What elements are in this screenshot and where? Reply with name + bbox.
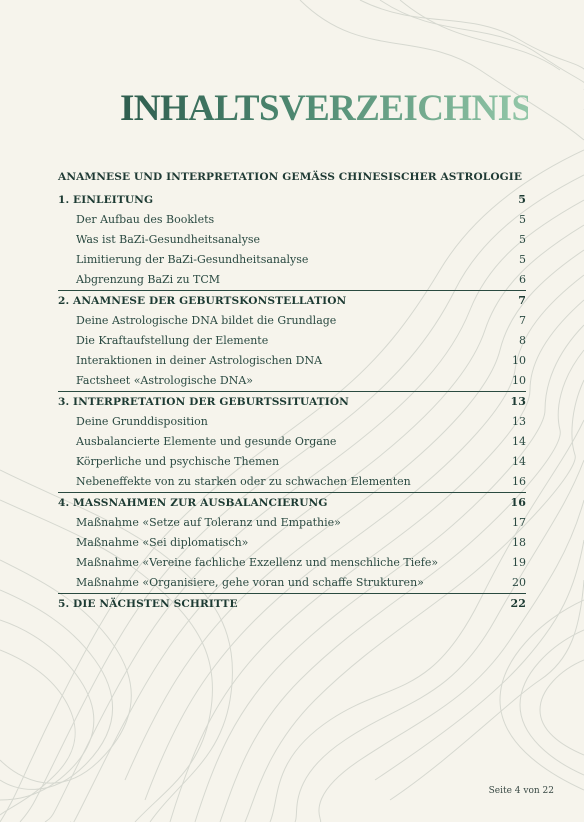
toc-entry-label: Was ist BaZi-Gesundheitsanalyse (76, 233, 261, 246)
toc-entry[interactable] (58, 210, 526, 230)
toc-chapter-title: 4. MASSNAHMEN ZUR AUSBALANCIERUNG (58, 497, 328, 509)
toc-entry-label: Interaktionen in deiner Astrologischen DNA (76, 354, 323, 367)
toc-page-number: 5 (519, 233, 526, 246)
toc-page-number: 10 (512, 374, 526, 387)
toc-chapter[interactable] (58, 492, 526, 513)
toc-page-number: 6 (519, 273, 526, 286)
toc-chapter-title: 5. DIE NÄCHSTEN SCHRITTE (58, 598, 238, 610)
toc-page-number: 8 (519, 334, 526, 347)
toc-page-number: 18 (512, 536, 526, 549)
toc-chapter[interactable] (58, 391, 526, 412)
toc-entry[interactable] (58, 371, 526, 391)
toc-page-number: 13 (510, 395, 526, 408)
toc-page-number: 22 (510, 597, 526, 610)
toc-entry[interactable] (58, 533, 526, 553)
toc-entry[interactable] (58, 412, 526, 432)
toc-chapter[interactable] (58, 290, 526, 311)
toc-chapter[interactable] (58, 593, 526, 614)
toc-chapter[interactable] (58, 190, 526, 210)
toc-entry-label: Die Kraftaufstellung der Elemente (76, 334, 269, 347)
toc-page-number: 13 (512, 415, 526, 428)
toc-entry-label: Maßnahme «Vereine fachliche Exzellenz und menschliche Tiefe» (76, 556, 439, 569)
toc-entry[interactable] (58, 452, 526, 472)
toc-entry-label: Maßnahme «Sei diplomatisch» (76, 536, 249, 549)
toc-page-number: 7 (519, 314, 526, 327)
toc-entry-label: Der Aufbau des Booklets (76, 213, 215, 226)
toc-entry[interactable] (58, 270, 526, 290)
toc-entry[interactable] (58, 553, 526, 573)
toc-entry[interactable] (58, 472, 526, 492)
page-title: INHALTSVERZEICHNIS (120, 87, 532, 129)
toc-entry-label: Factsheet «Astrologische DNA» (76, 374, 254, 387)
toc-entry[interactable] (58, 331, 526, 351)
table-of-contents (58, 168, 526, 614)
toc-chapter-title: 2. ANAMNESE DER GEBURTSKONSTELLATION (58, 295, 347, 307)
toc-entry[interactable] (58, 573, 526, 593)
toc-page-number: 16 (510, 496, 526, 509)
toc-page-number: 19 (512, 556, 526, 569)
toc-page-number: 10 (512, 354, 526, 367)
toc-page-number: 5 (519, 253, 526, 266)
toc-entry-label: Deine Astrologische DNA bildet die Grundlage (76, 314, 337, 327)
toc-entry-label: Maßnahme «Setze auf Toleranz und Empathie» (76, 516, 341, 529)
toc-entry[interactable] (58, 432, 526, 452)
toc-chapter-title: 3. INTERPRETATION DER GEBURTSSITUATION (58, 396, 349, 408)
toc-entry[interactable] (58, 513, 526, 533)
toc-page-number: 16 (512, 475, 526, 488)
toc-entry-label: Abgrenzung BaZi zu TCM (76, 273, 221, 286)
toc-entry-label: Körperliche und psychische Themen (76, 455, 280, 468)
toc-entry-label: Nebeneffekte von zu starken oder zu schwachen Elementen (76, 475, 411, 488)
toc-entry[interactable] (58, 311, 526, 331)
toc-entry-label: Maßnahme «Organisiere, gehe voran und schaffe Strukturen» (76, 576, 424, 589)
toc-entry[interactable] (58, 230, 526, 250)
toc-entry-label: Limitierung der BaZi-Gesundheitsanalyse (76, 253, 309, 266)
toc-heading: ANAMNESE UND INTERPRETATION GEMÄSS CHINESISCHER ASTROLOGIE (58, 171, 523, 183)
toc-entry[interactable] (58, 250, 526, 270)
toc-entry-label: Ausbalancierte Elemente und gesunde Organe (76, 435, 337, 448)
page-footer: Seite 4 von 22 (488, 786, 554, 796)
toc-entry[interactable] (58, 351, 526, 371)
toc-page-number: 14 (512, 455, 526, 468)
toc-page-number: 14 (512, 435, 526, 448)
toc-page-number: 20 (512, 576, 526, 589)
toc-page-number: 5 (519, 213, 526, 226)
toc-entry-label: Deine Grunddisposition (76, 415, 208, 428)
toc-page-number: 17 (512, 516, 526, 529)
toc-page-number: 7 (518, 294, 526, 307)
toc-page-number: 5 (518, 193, 526, 206)
toc-chapter-title: 1. EINLEITUNG (58, 194, 154, 206)
